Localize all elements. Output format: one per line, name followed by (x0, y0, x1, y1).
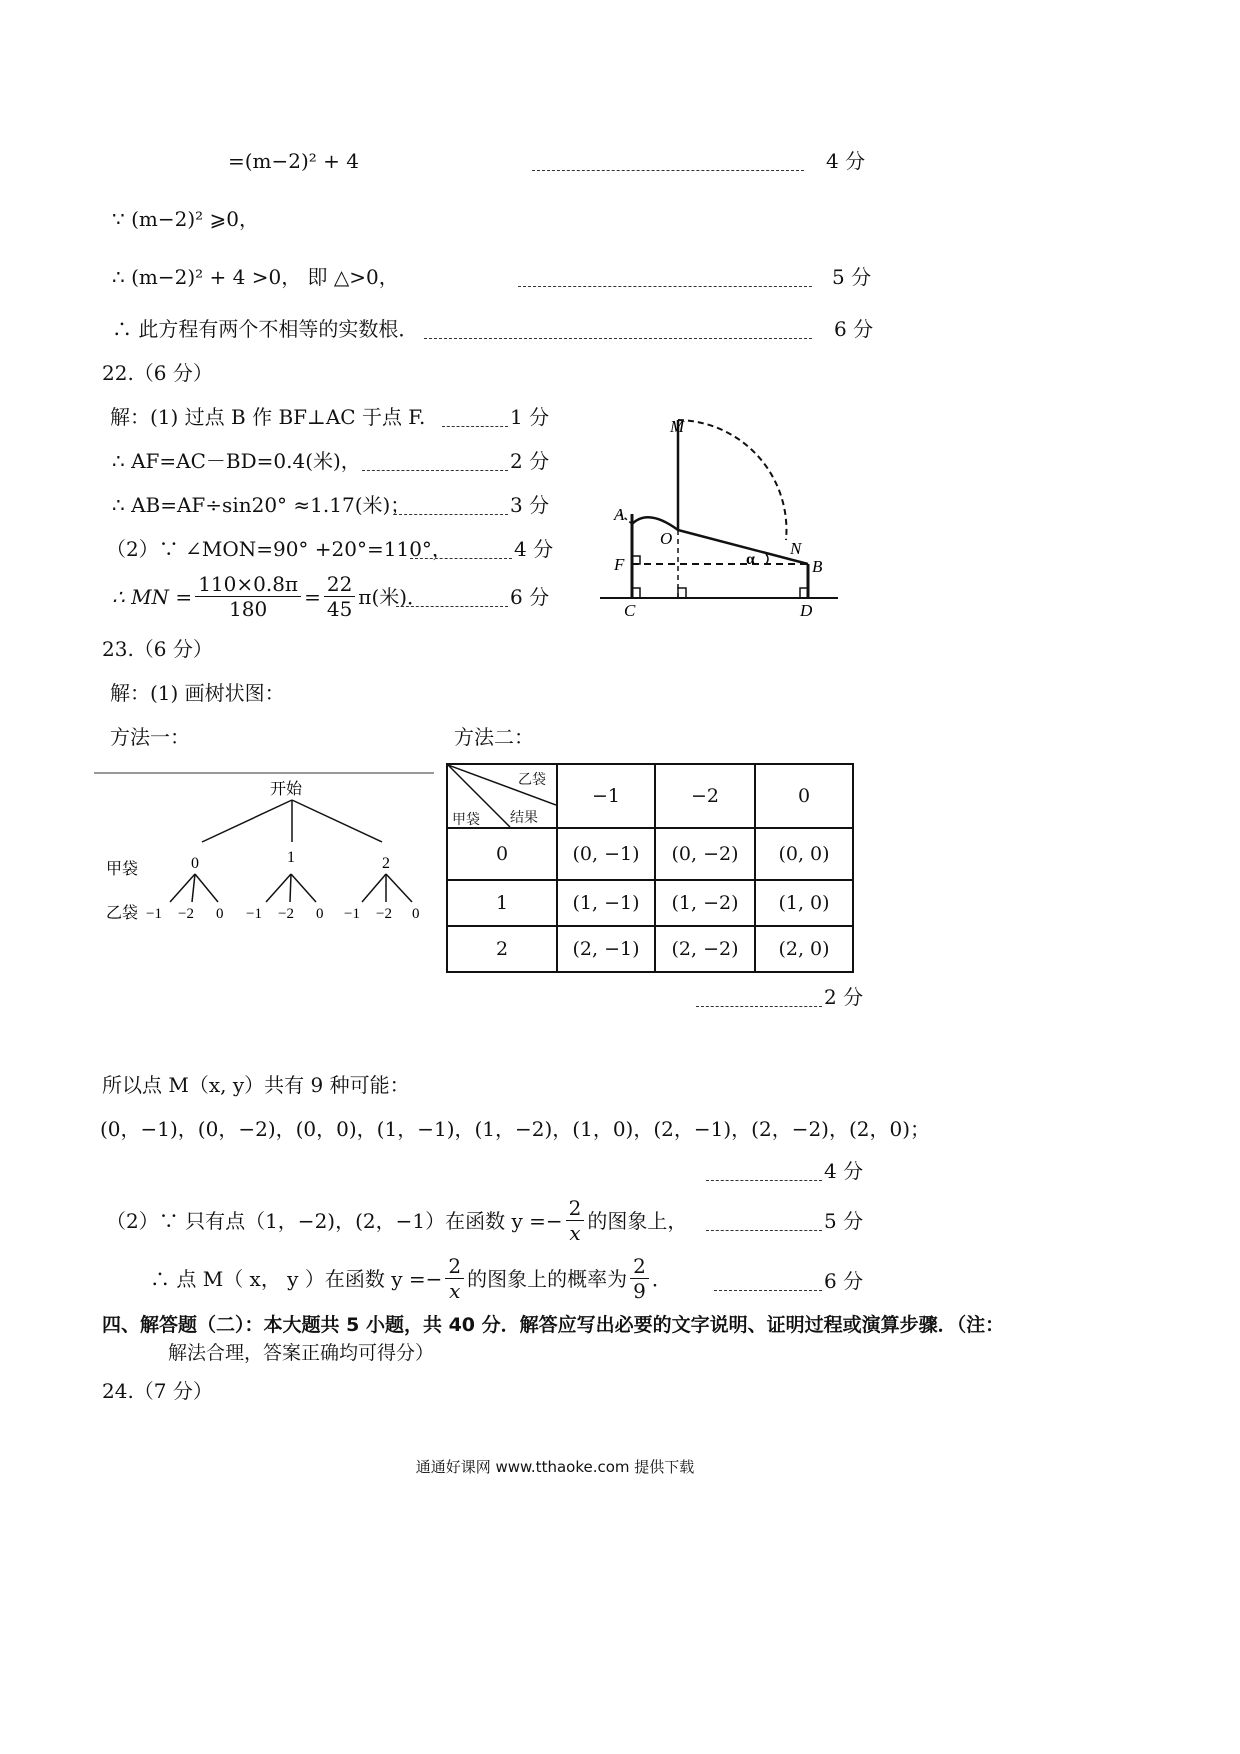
tree-leaf: −1 (146, 906, 162, 922)
score-leader (394, 514, 508, 515)
results-table (446, 763, 854, 973)
tree-root: 开始 (270, 779, 303, 798)
table-row (447, 880, 853, 926)
score-leader (714, 1290, 822, 1291)
numerator: 2 (445, 1254, 464, 1279)
method-one-label: 方法一： (110, 725, 190, 749)
score-leader (396, 606, 508, 607)
tree-leaf: −2 (178, 906, 194, 922)
score-leader (518, 286, 812, 287)
table-cell: (1, −1) (557, 880, 655, 926)
table-cell: (2, −1) (557, 926, 655, 972)
numerator: 2 (566, 1196, 585, 1221)
column-header: −2 (655, 764, 755, 828)
conclusion-line: ∴ 此方程有两个不相等的实数根． (112, 317, 419, 341)
q22-step-1: 解：(1) 过点 B 作 BF⊥AC 于点 F. (110, 405, 426, 429)
tree-diagram (94, 770, 434, 930)
method-two-label: 方法二： (454, 725, 534, 749)
tree-node: 0 (191, 855, 199, 872)
fraction (630, 1254, 649, 1303)
table-row (447, 828, 853, 880)
label-n: N (790, 539, 802, 558)
numerator: 2 (630, 1254, 649, 1279)
equals: = (304, 584, 321, 609)
row-header: 0 (447, 828, 557, 880)
q24-heading: 24.（7 分） (102, 1379, 213, 1403)
tree-level1-label: 甲袋 (106, 859, 139, 878)
tree-level2-label: 乙袋 (106, 903, 139, 922)
label-c: C (624, 601, 636, 620)
table-row (447, 926, 853, 972)
q23-heading: 23.（6 分） (102, 637, 213, 661)
score-leader (424, 338, 812, 339)
tree-leaf: 0 (216, 906, 224, 922)
part3-prefix: ∴ 点 M（ x， y ）在函数 y =− (150, 1266, 443, 1291)
section-4-heading: 四、解答题（二）：本大题共 5 小题，共 40 分．解答应写出必要的文字说明、证明过程或演算步骤．（注： (102, 1314, 1005, 1336)
label-alpha: α (746, 551, 755, 568)
q22-score-3: 3 分 (510, 493, 550, 517)
score-leader (442, 426, 508, 427)
q23-intro: 解：(1) 画树状图： (110, 681, 285, 705)
part2-prefix: （2）∵ 只有点（1，−2)，(2，−1）在函数 y =− (106, 1208, 563, 1233)
fraction (195, 572, 301, 621)
part3-mid: 的图象上的概率为 (467, 1266, 628, 1291)
denominator: 180 (229, 597, 268, 621)
tree-leaf: −1 (246, 906, 262, 922)
q23-part2 (106, 1196, 687, 1245)
table-cell: (2, −2) (655, 926, 755, 972)
denominator: 9 (633, 1279, 646, 1303)
numerator: 22 (324, 572, 355, 597)
numerator: 110×0.8π (195, 572, 301, 597)
possibilities-list: (0，−1)，(0，−2)，(0，0)，(1，−1)，(1，−2)，(1，0)，(2，−1)，(2，−2)，(2，0)； (100, 1117, 931, 1141)
score-4: 4 分 (826, 149, 866, 173)
part2-suffix: 的图象上， (587, 1208, 688, 1233)
fraction (566, 1196, 585, 1245)
denominator: x (449, 1279, 461, 1303)
denominator: x (569, 1221, 581, 1245)
score-6: 6 分 (834, 317, 874, 341)
q22-score-4: 4 分 (514, 537, 554, 561)
table-corner-cell (447, 764, 557, 828)
table-cell: (1, 0) (755, 880, 853, 926)
q22-heading: 22.（6 分） (102, 361, 213, 385)
corner-top-label: 乙袋 (518, 772, 546, 788)
section-4-note: 解法合理，答案正确均可得分） (168, 1342, 435, 1364)
label-b: B (812, 557, 823, 576)
table-cell: (0, −1) (557, 828, 655, 880)
tree-leaf: 0 (316, 906, 324, 922)
score-leader (706, 1180, 822, 1181)
q22-step-3: ∴ AB=AF÷sin20° ≈1.17(米)； (112, 493, 411, 517)
tree-leaf: −2 (278, 906, 294, 922)
q23-table-score: 2 分 (824, 985, 864, 1009)
table-row (447, 764, 853, 828)
tree-leaf: 0 (412, 906, 420, 922)
label-a: A (614, 505, 625, 524)
row-header: 2 (447, 926, 557, 972)
equation-line-3: ∴ (m−2)² + 4 >0， 即 △>0， (112, 265, 399, 289)
table-cell: (0, 0) (755, 828, 853, 880)
footer: 通通好课网 www.tthaoke.com 提供下载 (415, 1458, 695, 1476)
score-leader (532, 170, 804, 171)
equation-line-2: ∵ (m−2)² ⩾0， (112, 207, 259, 231)
mn-suffix: π(米)． (358, 584, 428, 609)
tree-node: 1 (287, 849, 295, 866)
table-cell: (1, −2) (655, 880, 755, 926)
tree-leaf: −1 (344, 906, 360, 922)
score-leader (410, 558, 512, 559)
score-5: 5 分 (832, 265, 872, 289)
column-header: −1 (557, 764, 655, 828)
q22-score-5: 6 分 (510, 585, 550, 609)
corner-left-label: 甲袋 (452, 812, 480, 828)
q22-score-2: 2 分 (510, 449, 550, 473)
mn-prefix: ∴ MN = (112, 584, 193, 609)
part3-end: ． (651, 1266, 672, 1291)
q23-part3 (150, 1254, 672, 1303)
q23-score-5: 5 分 (824, 1209, 864, 1233)
label-m: M (670, 417, 685, 436)
geometry-figure (590, 390, 850, 626)
q23-score-4: 4 分 (824, 1159, 864, 1183)
possibilities-intro: 所以点 M（x, y）共有 9 种可能： (102, 1073, 410, 1097)
fraction (324, 572, 355, 621)
label-o: O (660, 529, 673, 548)
label-f: F (614, 555, 625, 574)
fraction (445, 1254, 464, 1303)
table-cell: (2, 0) (755, 926, 853, 972)
q22-step-4: （2）∵ ∠MON=90° +20°=110°， (106, 537, 452, 561)
score-leader (696, 1006, 822, 1007)
tree-leaf: −2 (376, 906, 392, 922)
q22-step-2: ∴ AF=AC－BD=0.4(米)， (112, 449, 361, 473)
equation-line-1: =(m−2)² + 4 (228, 149, 360, 173)
denominator: 45 (326, 597, 353, 621)
table-cell: (0, −2) (655, 828, 755, 880)
score-leader (706, 1230, 822, 1231)
corner-mid-label: 结果 (510, 810, 538, 826)
q22-step-5 (112, 572, 427, 621)
label-d: D (800, 601, 813, 620)
tree-node: 2 (382, 855, 390, 872)
column-header: 0 (755, 764, 853, 828)
q23-score-6: 6 分 (824, 1269, 864, 1293)
q22-score-1: 1 分 (510, 405, 550, 429)
row-header: 1 (447, 880, 557, 926)
score-leader (362, 470, 508, 471)
